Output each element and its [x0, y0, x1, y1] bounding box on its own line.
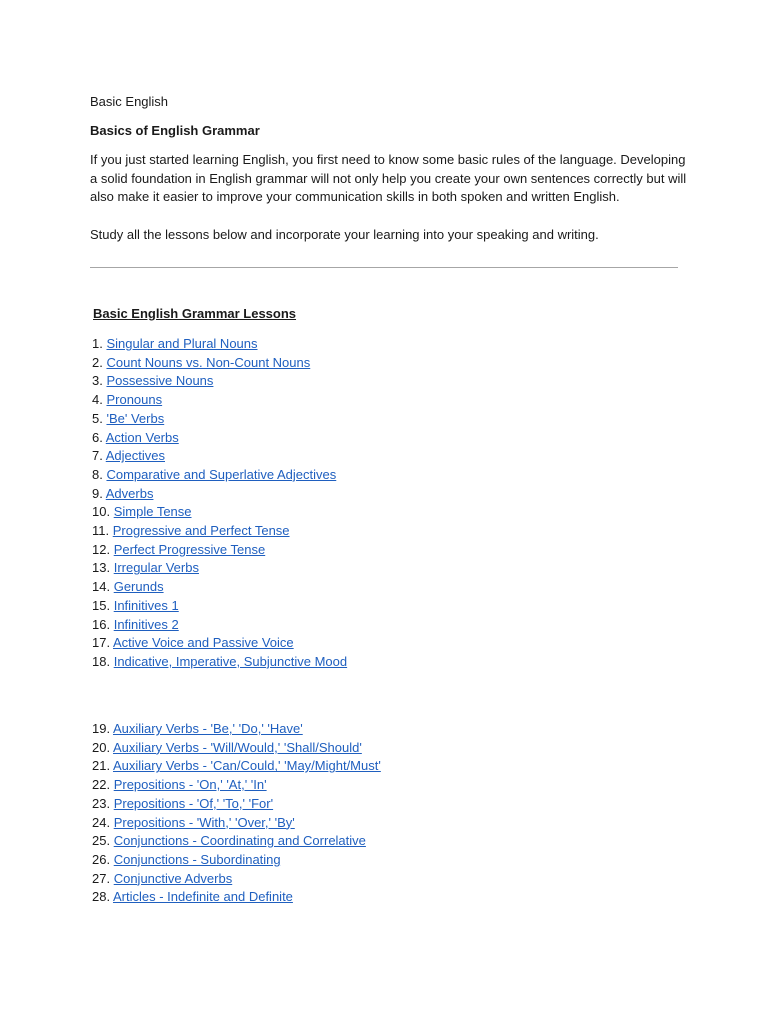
lesson-number: 4.	[92, 392, 103, 408]
horizontal-divider	[90, 267, 678, 268]
lesson-list-item	[92, 597, 347, 616]
lesson-list-item	[92, 634, 347, 653]
lesson-number: 8.	[92, 466, 103, 482]
lesson-link[interactable]: Infinitives 1	[113, 597, 179, 613]
lesson-list-part-1	[92, 335, 347, 672]
lesson-number: 15.	[92, 597, 111, 613]
intro-paragraph: If you just started learning English, you first need to know some basic rules of the language. Developing a solid foundation in English grammar will not only help you create your own sentences correctly but will also make it easier to improve your communication skills in both spoken and written English.	[90, 152, 687, 205]
lesson-list-item	[92, 851, 381, 870]
lesson-link[interactable]: Simple Tense	[113, 504, 192, 520]
lesson-link[interactable]: Perfect Progressive Tense	[113, 541, 266, 557]
lesson-list-item	[92, 578, 347, 597]
lesson-number: 9.	[92, 485, 103, 501]
lesson-link[interactable]: Singular and Plural Nouns	[106, 336, 258, 351]
lesson-list-item	[92, 757, 381, 776]
lesson-list-item	[92, 335, 347, 354]
lesson-link[interactable]: Conjunctions - Subordinating	[113, 851, 281, 867]
lesson-number: 11.	[92, 523, 110, 539]
lesson-link[interactable]: Indicative, Imperative, Subjunctive Mood	[113, 653, 348, 669]
document-label: Basic English	[90, 94, 169, 109]
lesson-number: 17.	[92, 635, 111, 651]
lesson-number: 19.	[92, 721, 111, 736]
page-title: Basics of English Grammar	[90, 123, 260, 138]
lesson-link[interactable]: Articles - Indefinite and Definite	[112, 889, 293, 905]
lesson-number: 16.	[92, 616, 111, 632]
lesson-list-item	[92, 503, 347, 522]
lesson-link[interactable]: Prepositions - 'Of,' 'To,' 'For'	[113, 795, 274, 811]
lesson-link[interactable]: Auxiliary Verbs - 'Can/Could,' 'May/Might/Must'	[112, 758, 381, 774]
lesson-number: 26.	[92, 851, 111, 867]
lesson-number: 12.	[92, 541, 111, 557]
lesson-link[interactable]: Prepositions - 'With,' 'Over,' 'By'	[113, 814, 295, 830]
lesson-number: 6.	[92, 429, 103, 445]
lesson-link[interactable]: Active Voice and Passive Voice	[112, 635, 294, 651]
lesson-number: 21.	[92, 758, 111, 774]
lesson-list-item	[92, 814, 381, 833]
lesson-number: 1.	[92, 336, 103, 351]
lesson-number: 14.	[92, 579, 111, 595]
lesson-list-item	[92, 354, 347, 373]
lesson-link[interactable]: Action Verbs	[105, 429, 179, 445]
lesson-number: 2.	[92, 354, 103, 370]
lesson-link[interactable]: Infinitives 2	[113, 616, 179, 632]
lesson-link[interactable]: Conjunctive Adverbs	[113, 870, 233, 886]
lesson-number: 18.	[92, 653, 111, 669]
lesson-list-item	[92, 739, 381, 758]
lesson-list-item	[92, 372, 347, 391]
lesson-list-item	[92, 559, 347, 578]
lesson-number: 28.	[92, 889, 111, 905]
lessons-section-title: Basic English Grammar Lessons	[93, 306, 297, 321]
lesson-number: 24.	[92, 814, 111, 830]
lesson-link[interactable]: Progressive and Perfect Tense	[112, 523, 290, 539]
lesson-number: 25.	[92, 833, 111, 849]
lesson-list-item	[92, 832, 381, 851]
lesson-link[interactable]: Count Nouns vs. Non-Count Nouns	[106, 354, 311, 370]
lesson-number: 22.	[92, 777, 111, 793]
lesson-list-item	[92, 541, 347, 560]
lesson-link[interactable]: Auxiliary Verbs - 'Will/Would,' 'Shall/Should'	[112, 739, 362, 755]
lesson-list-item	[92, 653, 347, 672]
lesson-link[interactable]: Possessive Nouns	[106, 373, 214, 389]
lesson-number: 3.	[92, 373, 103, 389]
lesson-number: 10.	[92, 504, 111, 520]
lesson-list-part-2	[92, 720, 381, 907]
lesson-list-item	[92, 776, 381, 795]
lesson-list-item	[92, 522, 347, 541]
lesson-list-item	[92, 391, 347, 410]
lesson-list-item	[92, 888, 381, 907]
lesson-number: 5.	[92, 410, 103, 426]
lesson-number: 7.	[92, 448, 103, 464]
lesson-list-item	[92, 870, 381, 889]
lesson-link[interactable]: Prepositions - 'On,' 'At,' 'In'	[113, 777, 267, 793]
lesson-list-item	[92, 447, 347, 466]
lesson-link[interactable]: Comparative and Superlative Adjectives	[106, 466, 337, 482]
lesson-list-item	[92, 410, 347, 429]
lesson-number: 13.	[92, 560, 111, 576]
lesson-list-item	[92, 720, 381, 739]
lesson-link[interactable]: 'Be' Verbs	[106, 410, 165, 426]
lesson-list-item	[92, 429, 347, 448]
lesson-number: 27.	[92, 870, 111, 886]
lesson-list-item	[92, 795, 381, 814]
lesson-number: 23.	[92, 795, 111, 811]
lesson-link[interactable]: Pronouns	[106, 392, 163, 408]
lesson-link[interactable]: Adjectives	[105, 448, 165, 464]
lesson-number: 20.	[92, 739, 111, 755]
lesson-list-item	[92, 485, 347, 504]
lesson-link[interactable]: Irregular Verbs	[113, 560, 199, 576]
lesson-list-item	[92, 466, 347, 485]
lesson-list-item	[92, 616, 347, 635]
lesson-link[interactable]: Conjunctions - Coordinating and Correlative	[113, 833, 366, 849]
lesson-link[interactable]: Adverbs	[105, 485, 154, 501]
lesson-link[interactable]: Gerunds	[113, 579, 164, 595]
study-note-paragraph: Study all the lessons below and incorporate your learning into your speaking and writing.	[90, 227, 599, 242]
lesson-link[interactable]: Auxiliary Verbs - 'Be,' 'Do,' 'Have'	[112, 721, 303, 736]
